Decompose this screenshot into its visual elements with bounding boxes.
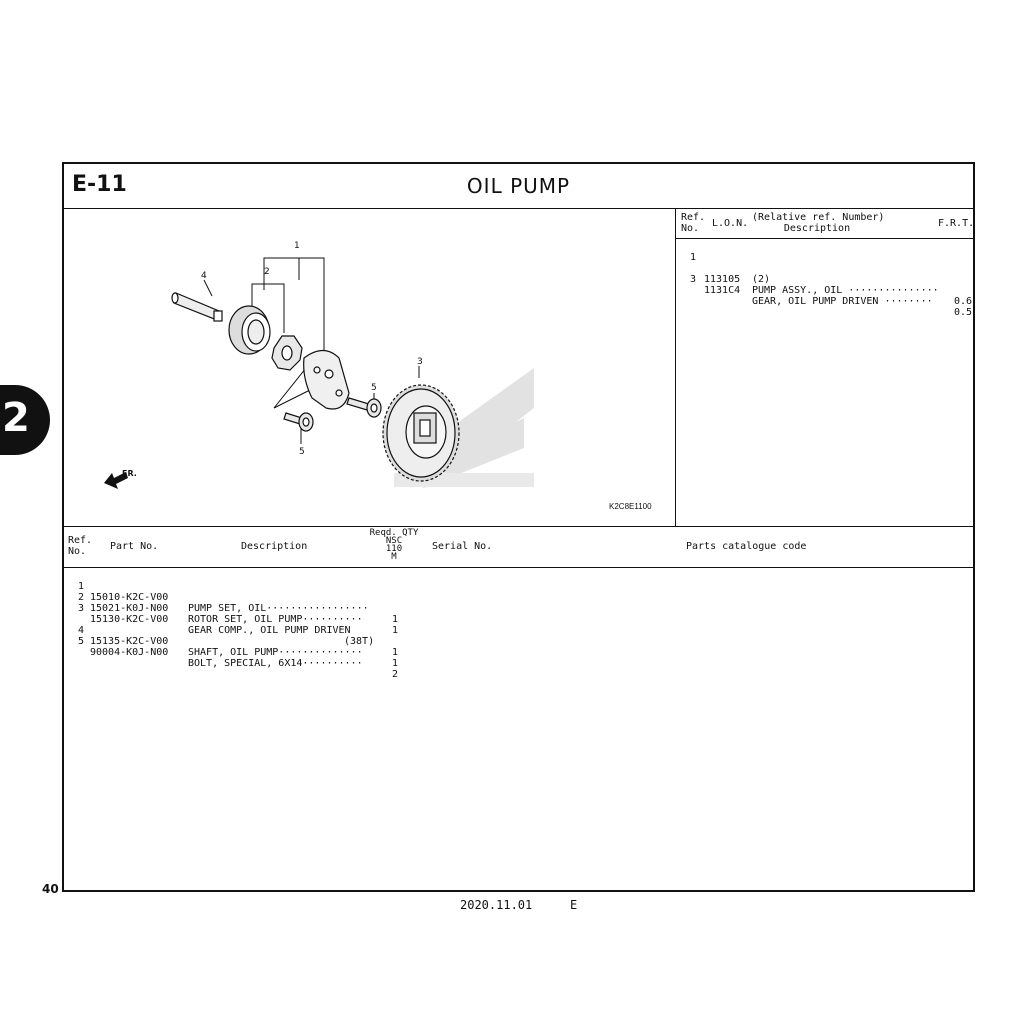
lon-col-desc: (Relative ref. Number) Description <box>752 212 885 234</box>
page-header <box>64 164 973 209</box>
parts-row: (38T) 1 <box>344 636 399 658</box>
outer-rotor-part <box>229 306 270 354</box>
driven-gear-part <box>383 385 459 481</box>
parts-row: 4 15135-K2C-V00 SHAFT, OIL PUMP·············· 1 <box>78 625 399 669</box>
parts-col-part-no: Part No. <box>110 541 159 552</box>
exploded-diagram <box>64 208 676 526</box>
callout-5a: 5 <box>371 383 377 393</box>
callout-5b: 5 <box>299 447 305 457</box>
callout-2: 2 <box>264 267 270 277</box>
inner-rotor-part <box>272 336 302 370</box>
page-title: OIL PUMP <box>466 174 571 198</box>
lon-col-ref: Ref. No. <box>681 212 706 234</box>
lon-row: 113105 PUMP ASSY., OIL ··············· 0.6 <box>704 274 972 307</box>
parts-col-ref: Ref. No. <box>68 535 93 557</box>
pump-plate-part <box>304 351 349 410</box>
parts-row: 3 15130-K2C-V00 GEAR COMP., OIL PUMP DRIVEN <box>78 603 351 636</box>
parts-col-qty: Reqd. QTY NSC 110 M <box>369 528 419 562</box>
front-label: FR. <box>122 469 137 478</box>
callout-1: 1 <box>294 241 300 251</box>
lon-row: 1 (2) <box>690 252 771 285</box>
oil-pump-illustration <box>64 208 675 526</box>
section-code: E-11 <box>72 172 127 197</box>
parts-row: 1 15010-K2C-V00 PUMP SET, OIL················· 1 <box>78 581 399 625</box>
labor-operation-table <box>676 208 975 526</box>
page-number: 40 <box>42 882 59 896</box>
lon-col-frt: F.R.T. <box>938 218 975 229</box>
parts-col-description: Description <box>241 541 308 552</box>
catalog-page <box>62 162 975 892</box>
callout-3: 3 <box>417 357 423 367</box>
lon-col-lon: L.O.N. <box>712 218 749 229</box>
revision-date: 2020.11.01 <box>460 898 533 912</box>
lon-table-header <box>676 208 975 239</box>
figure-code: K2C8E1100 <box>609 502 652 511</box>
edition-letter: E <box>570 898 578 912</box>
shaft-part <box>172 293 222 321</box>
parts-list-table <box>64 526 973 893</box>
lon-row: 3 1131C4 GEAR, OIL PUMP DRIVEN ········ 0.5 <box>690 274 972 318</box>
parts-table-header <box>64 527 973 568</box>
section-tab-number: 2 <box>2 395 30 441</box>
parts-row: 2 15021-K0J-N00 ROTOR SET, OIL PUMP·········· 1 <box>78 592 399 636</box>
parts-col-serial: Serial No. <box>432 541 493 552</box>
parts-col-catalogue: Parts catalogue code <box>686 541 807 552</box>
section-tab <box>0 385 50 455</box>
parts-row: 5 90004-K0J-N00 BOLT, SPECIAL, 6X14·········· 2 <box>78 636 399 680</box>
callout-4: 4 <box>201 271 207 281</box>
